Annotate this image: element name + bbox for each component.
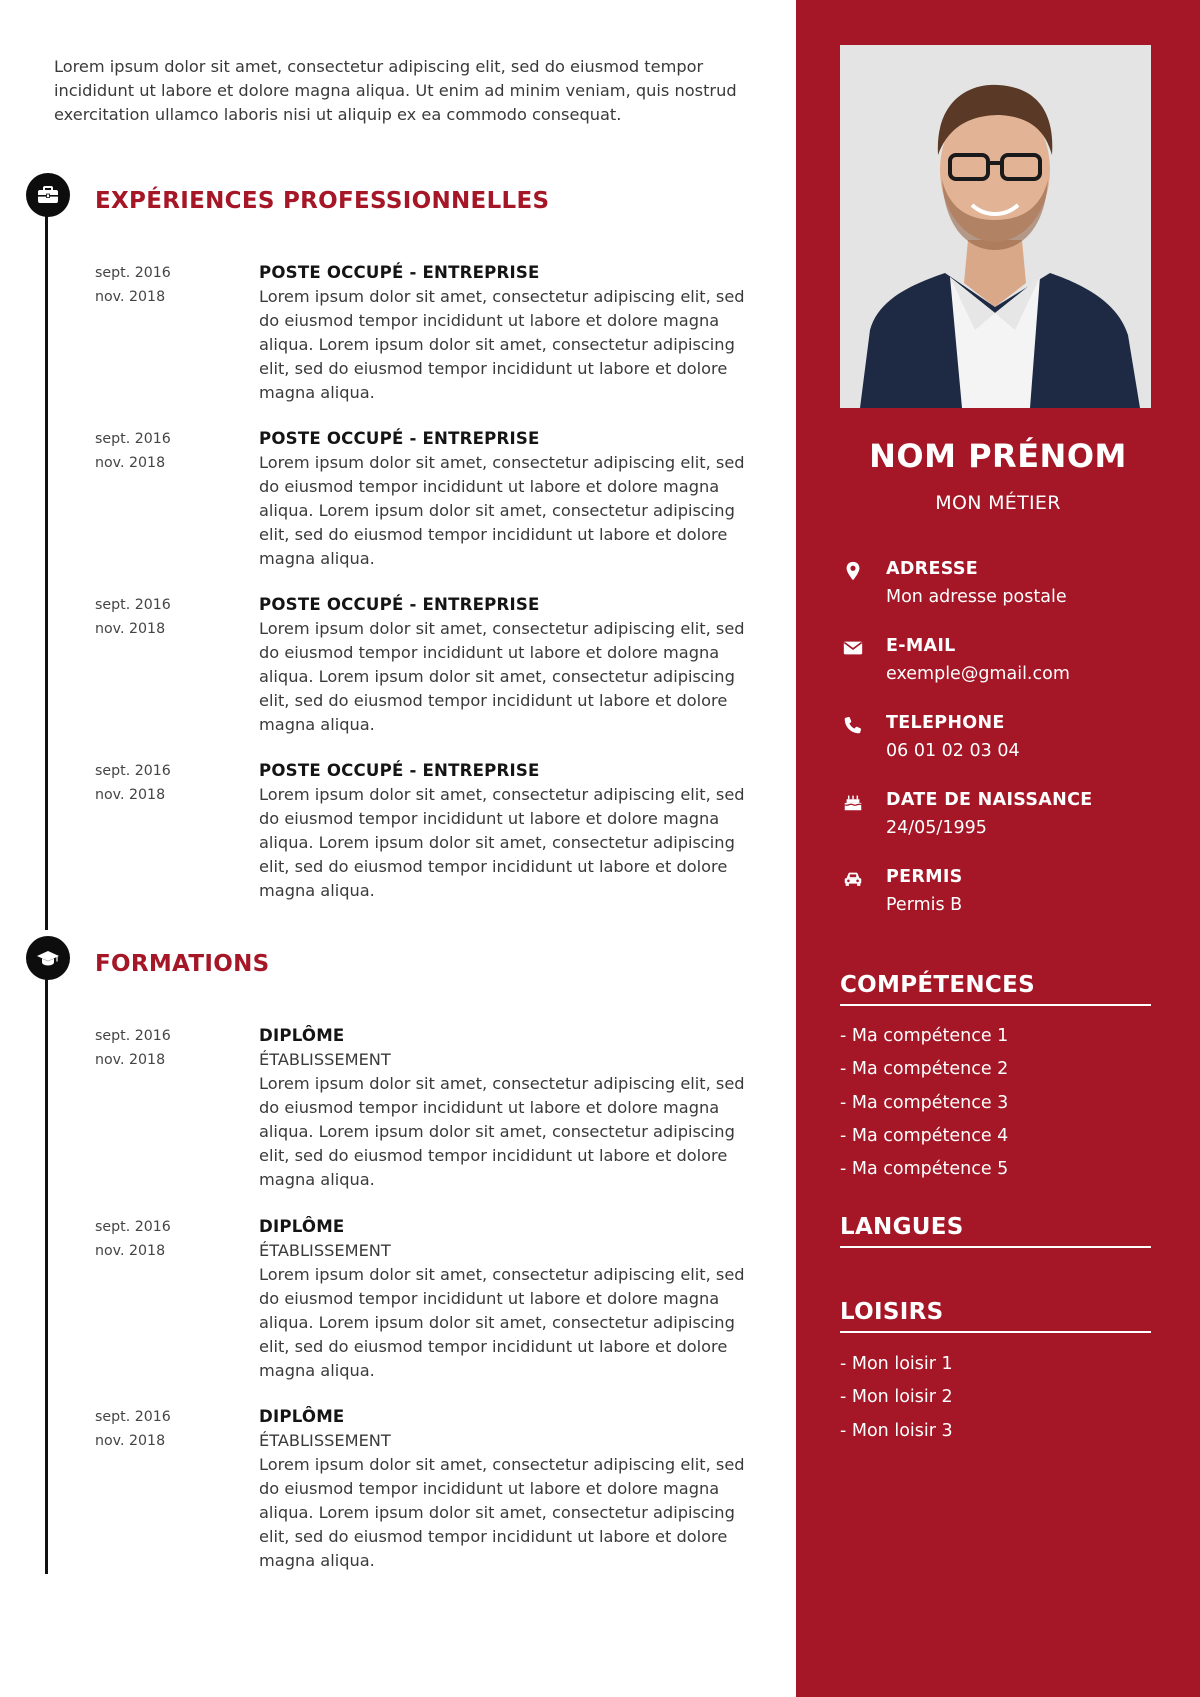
end-date: nov. 2018 [95,1052,166,1068]
start-date: sept. 2016 [95,763,171,779]
school: ÉTABLISSEMENT [259,1241,391,1260]
education-section-title: FORMATIONS [95,951,270,977]
contact-label: DATE DE NAISSANCE [886,790,1093,810]
list-item: - Ma compétence 4 [840,1125,1009,1146]
phone-icon [840,713,866,737]
job-role: POSTE OCCUPÉ - ENTREPRISE [259,761,540,780]
skills-list [840,1020,1151,1186]
degree: DIPLÔME [259,1407,345,1426]
end-date: nov. 2018 [95,289,166,305]
list-item: - Ma compétence 1 [840,1026,1009,1046]
education-description: Lorem ipsum dolor sit amet, consectetur adipiscing elit, sed do eiusmod tempor incididunt ut labore et dolore magna aliqua. Lorem ipsum dolor sit amet, consectetur adipiscing elit, sed do eiusmod tempor incididunt ut labore et dolore magna aliqua. [259,1074,745,1189]
sidebar [796,0,1200,1697]
job-role: POSTE OCCUPÉ - ENTREPRISE [259,595,540,614]
contact-value: Permis B [886,895,963,915]
timeline-line [45,962,48,1574]
birthday-cake-icon [840,790,866,814]
school: ÉTABLISSEMENT [259,1431,391,1450]
school: ÉTABLISSEMENT [259,1050,391,1069]
intro-text: Lorem ipsum dolor sit amet, consectetur adipiscing elit, sed do eiusmod tempor incididunt ut labore et dolore magna aliqua. Ut enim ad minim veniam, quis nostrud exercitation ullamco laboris nisi ut aliquip ex ea commodo consequat. [54,57,737,124]
job-description: Lorem ipsum dolor sit amet, consectetur adipiscing elit, sed do eiusmod tempor incididunt ut labore et dolore magna aliqua. Lorem ipsum dolor sit amet, consectetur adipiscing elit, sed do eiusmod tempor incididunt ut labore et dolore magna aliqua. [259,785,745,900]
hobbies-list [840,1348,1151,1448]
end-date: nov. 2018 [95,787,166,803]
degree: DIPLÔME [259,1217,345,1236]
list-item: - Mon loisir 2 [840,1387,953,1408]
education-description: Lorem ipsum dolor sit amet, consectetur adipiscing elit, sed do eiusmod tempor incididunt ut labore et dolore magna aliqua. Lorem ipsum dolor sit amet, consectetur adipiscing elit, sed do eiusmod tempor incididunt ut labore et dolore magna aliqua. [259,1265,745,1380]
start-date: sept. 2016 [95,597,171,613]
job-role: POSTE OCCUPÉ - ENTREPRISE [259,263,540,282]
timeline-line [45,200,48,930]
start-date: sept. 2016 [95,265,171,281]
list-item: - Ma compétence 3 [840,1092,1009,1113]
contact-label: ADRESSE [886,559,978,579]
list-item: - Ma compétence 2 [840,1059,1009,1080]
contact-label: TELEPHONE [886,713,1005,733]
end-date: nov. 2018 [95,1433,166,1449]
contact-value: 06 01 02 03 04 [886,741,1020,761]
job-title: MON MÉTIER [935,492,1061,514]
contact-value: exemple@gmail.com [886,664,1070,684]
contact-value: 24/05/1995 [886,818,987,838]
languages-title: LANGUES [840,1212,1151,1248]
list-item: - Ma compétence 5 [840,1159,1009,1180]
graduation-cap-icon [26,936,70,980]
skills-title: COMPÉTENCES [840,970,1151,1006]
full-name: NOM PRÉNOM [869,437,1127,475]
hobbies-title: LOISIRS [840,1297,1151,1333]
envelope-icon [840,636,866,660]
education-description: Lorem ipsum dolor sit amet, consectetur adipiscing elit, sed do eiusmod tempor incididunt ut labore et dolore magna aliqua. Lorem ipsum dolor sit amet, consectetur adipiscing elit, sed do eiusmod tempor incididunt ut labore et dolore magna aliqua. [259,1455,745,1570]
end-date: nov. 2018 [95,621,166,637]
start-date: sept. 2016 [95,431,171,447]
briefcase-icon [26,173,70,217]
end-date: nov. 2018 [95,1243,166,1259]
contact-value: Mon adresse postale [886,587,1067,607]
contact-label: PERMIS [886,867,963,887]
degree: DIPLÔME [259,1026,345,1045]
job-role: POSTE OCCUPÉ - ENTREPRISE [259,429,540,448]
list-item: - Mon loisir 3 [840,1420,953,1441]
contact-label: E-MAIL [886,636,956,656]
job-description: Lorem ipsum dolor sit amet, consectetur adipiscing elit, sed do eiusmod tempor incididunt ut labore et dolore magna aliqua. Lorem ipsum dolor sit amet, consectetur adipiscing elit, sed do eiusmod tempor incididunt ut labore et dolore magna aliqua. [259,453,745,568]
start-date: sept. 2016 [95,1409,171,1425]
profile-photo [840,45,1151,408]
job-description: Lorem ipsum dolor sit amet, consectetur adipiscing elit, sed do eiusmod tempor incididunt ut labore et dolore magna aliqua. Lorem ipsum dolor sit amet, consectetur adipiscing elit, sed do eiusmod tempor incididunt ut labore et dolore magna aliqua. [259,619,745,734]
start-date: sept. 2016 [95,1219,171,1235]
map-pin-icon [840,559,866,583]
job-description: Lorem ipsum dolor sit amet, consectetur adipiscing elit, sed do eiusmod tempor incididunt ut labore et dolore magna aliqua. Lorem ipsum dolor sit amet, consectetur adipiscing elit, sed do eiusmod tempor incididunt ut labore et dolore magna aliqua. [259,287,745,402]
list-item: - Mon loisir 1 [840,1354,953,1374]
experience-section-title: EXPÉRIENCES PROFESSIONNELLES [95,188,550,214]
start-date: sept. 2016 [95,1028,171,1044]
car-icon [840,867,866,891]
end-date: nov. 2018 [95,455,166,471]
